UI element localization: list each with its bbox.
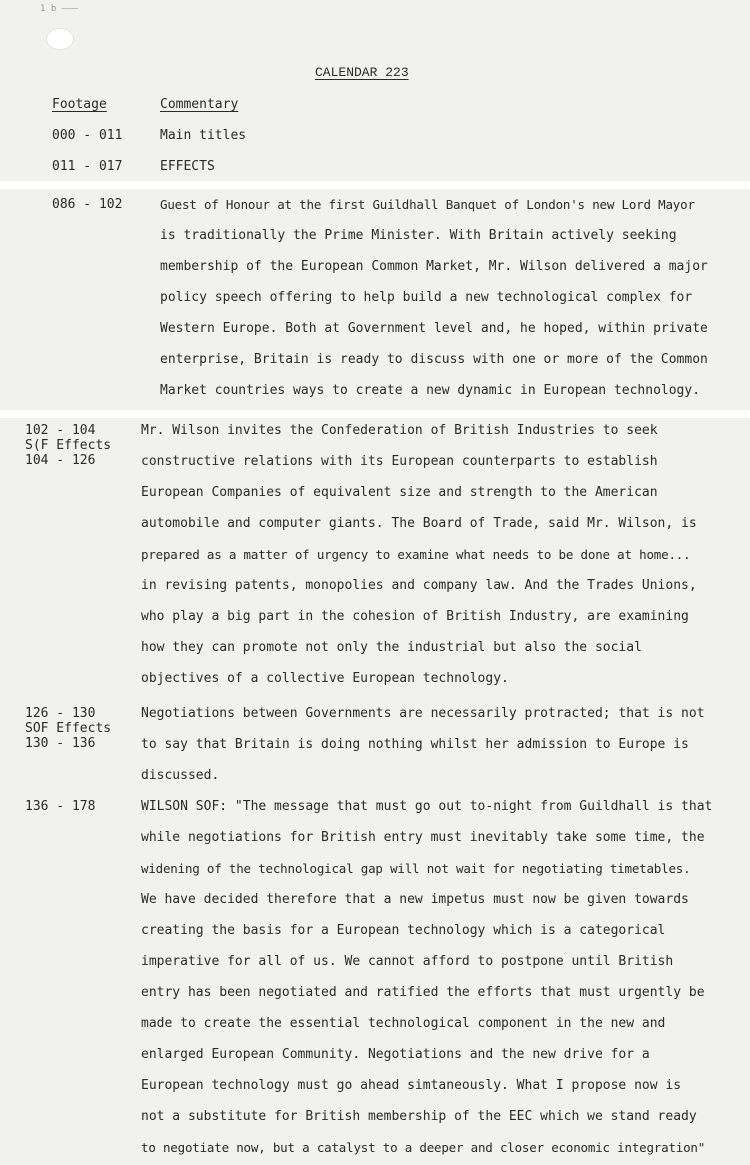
commentary-line: Mr. Wilson invites the Confederation of British Industries to seek bbox=[141, 423, 658, 438]
commentary-line: is traditionally the Prime Minister. With Britain actively seeking bbox=[160, 228, 677, 243]
punch-hole bbox=[46, 28, 74, 50]
commentary-cell: EFFECTS bbox=[160, 159, 215, 174]
commentary-line: WILSON SOF: "The message that must go out to-night from Guildhall is that bbox=[141, 799, 713, 814]
document-title: CALENDAR 223 bbox=[315, 65, 409, 80]
footage-cell: 011 - 017 bbox=[52, 159, 123, 174]
commentary-line: membership of the European Common Market, Mr. Wilson delivered a major bbox=[160, 259, 708, 274]
commentary-line: automobile and computer giants. The Board of Trade, said Mr. Wilson, is bbox=[141, 516, 697, 531]
commentary-line: who play a big part in the cohesion of British Industry, are examining bbox=[141, 609, 689, 624]
footage-cell: 130 - 136 bbox=[25, 736, 96, 751]
commentary-line: to say that Britain is doing nothing whilst her admission to Europe is bbox=[141, 737, 689, 752]
commentary-line: enlarged European Community. Negotiations and the new drive for a bbox=[141, 1047, 650, 1062]
sheet-main bbox=[0, 418, 750, 1165]
commentary-line: Negotiations between Governments are necessarily protracted; that is not bbox=[141, 706, 705, 721]
commentary-line: entry has been negotiated and ratified the efforts that must urgently be bbox=[141, 985, 705, 1000]
footage-cell: 086 - 102 bbox=[52, 197, 123, 212]
commentary-line: imperative for all of us. We cannot afford to postpone until British bbox=[141, 954, 674, 969]
commentary-line: policy speech offering to help build a new technological complex for bbox=[160, 290, 693, 305]
footage-cell: 126 - 130 bbox=[25, 706, 96, 721]
commentary-line: objectives of a collective European technology. bbox=[141, 671, 509, 686]
commentary-line: in revising patents, monopolies and company law. And the Trades Unions, bbox=[141, 578, 697, 593]
footage-cell: SOF Effects bbox=[25, 721, 112, 736]
commentary-line: made to create the essential technological component in the new and bbox=[141, 1016, 666, 1031]
footage-cell: S(F Effects bbox=[25, 438, 112, 453]
commentary-line: widening of the technological gap will not wait for negotiating timetables. bbox=[141, 861, 691, 876]
commentary-line: while negotiations for British entry must inevitably take some time, the bbox=[141, 830, 705, 845]
commentary-header: Commentary bbox=[160, 97, 239, 112]
commentary-line: constructive relations with its European counterparts to establish bbox=[141, 454, 658, 469]
commentary-line: Guest of Honour at the first Guildhall Banquet of London's new Lord Mayor bbox=[160, 197, 695, 212]
commentary-line: how they can promote not only the industrial but also the social bbox=[141, 640, 642, 655]
commentary-line: European technology must go ahead simtaneously. What I propose now is bbox=[141, 1078, 682, 1093]
commentary-cell: Main titles bbox=[160, 128, 247, 143]
commentary-line: prepared as a matter of urgency to examine what needs to be done at home... bbox=[141, 547, 691, 562]
footage-cell: 000 - 011 bbox=[52, 128, 123, 143]
footage-cell: 102 - 104 bbox=[25, 423, 96, 438]
commentary-line: Western Europe. Both at Government level and, he hoped, within private bbox=[160, 321, 708, 336]
margin-mark: 1 b ——— bbox=[40, 4, 78, 14]
commentary-line: to negotiate now, but a catalyst to a deeper and closer economic integration" bbox=[141, 1140, 706, 1155]
footage-cell: 136 - 178 bbox=[25, 799, 96, 814]
footage-cell: 104 - 126 bbox=[25, 453, 96, 468]
footage-header: Footage bbox=[52, 97, 107, 112]
commentary-line: enterprise, Britain is ready to discuss with one or more of the Common bbox=[160, 352, 708, 367]
sheet-section-086 bbox=[0, 189, 750, 410]
commentary-line: Market countries ways to create a new dynamic in European technology. bbox=[160, 383, 701, 398]
commentary-line: creating the basis for a European technology which is a categorical bbox=[141, 923, 666, 938]
commentary-line: discussed. bbox=[141, 768, 220, 783]
commentary-line: not a substitute for British membership of the EEC which we stand ready bbox=[141, 1109, 697, 1124]
commentary-line: We have decided therefore that a new impetus must now be given towards bbox=[141, 892, 689, 907]
commentary-line: European Companies of equivalent size and strength to the American bbox=[141, 485, 658, 500]
sheet-header bbox=[0, 0, 750, 181]
